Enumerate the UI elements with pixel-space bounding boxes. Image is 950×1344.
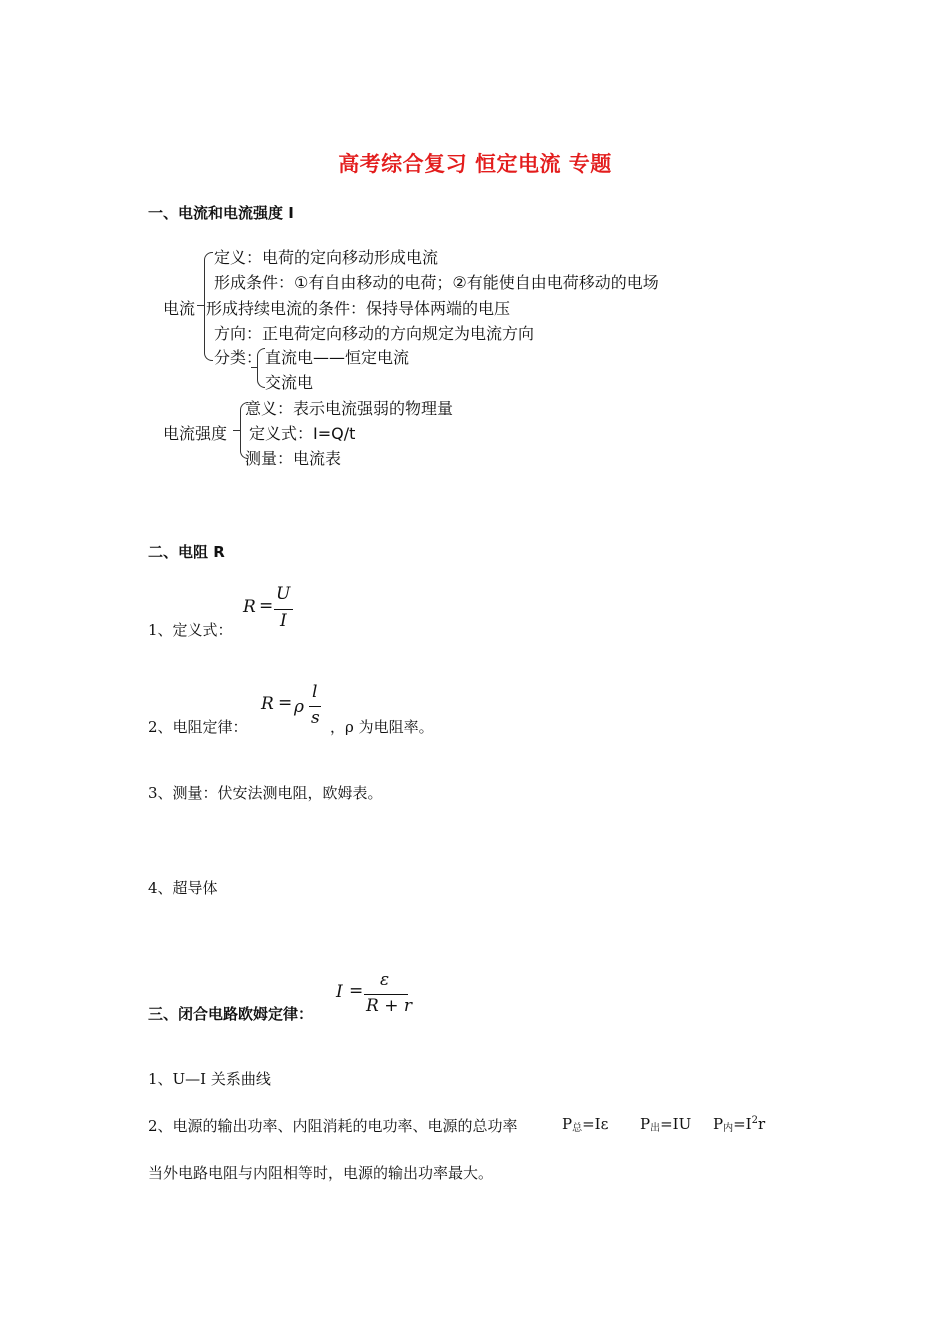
power-internal-exponent: 2 xyxy=(751,1115,758,1126)
formula1-denominator: I xyxy=(280,611,287,631)
formula2-rho: ρ xyxy=(294,697,304,717)
power-internal-expression: =I xyxy=(733,1115,752,1133)
classification-ac: 交流电 xyxy=(265,373,314,392)
power-total-symbol: P xyxy=(562,1115,573,1133)
formula2-numerator: l xyxy=(312,682,318,702)
brace-current-tip xyxy=(197,305,204,306)
formula1-eq: = xyxy=(259,596,274,616)
formula3-denominator: R + r xyxy=(366,996,412,1016)
formula2-fraction-bar xyxy=(309,706,321,707)
section-heading-current: 一、电流和电流强度 I xyxy=(148,204,294,222)
section-heading-ohms-law: 三、闭合电路欧姆定律： xyxy=(148,1005,314,1023)
brace-classification-tip xyxy=(251,367,258,368)
current-formation-conditions: 形成条件：①有自由移动的电荷；②有能使自由电荷移动的电场 xyxy=(214,273,659,292)
diagram-label-current: 电流 xyxy=(163,299,196,318)
brace-intensity-tip xyxy=(233,430,240,431)
power-internal xyxy=(713,1115,765,1134)
max-power-note: 当外电路电阻与内阻相等时，电源的输出功率最大。 xyxy=(148,1164,494,1182)
power-total xyxy=(562,1115,608,1134)
formula2-eq: = xyxy=(278,693,293,713)
power-internal-tail: r xyxy=(757,1115,766,1133)
intensity-measurement: 测量：电流表 xyxy=(245,449,342,468)
formula2-denominator: s xyxy=(311,708,320,728)
power-output xyxy=(640,1115,691,1134)
formula1-lhs: R xyxy=(243,597,256,617)
formula3-eq: = xyxy=(349,981,364,1001)
formula3-lhs: I xyxy=(336,982,343,1002)
formula3-numerator: ε xyxy=(380,970,390,990)
classification-dc: 直流电——恒定电流 xyxy=(265,348,410,367)
resistance-definition-label: 1、定义式： xyxy=(148,621,233,639)
power-internal-symbol: P xyxy=(713,1115,724,1133)
power-output-subscript: 出 xyxy=(650,1123,661,1134)
formula3-fraction-bar xyxy=(364,994,408,995)
power-output-symbol: P xyxy=(640,1115,651,1133)
current-direction: 方向：正电荷定向移动的方向规定为电流方向 xyxy=(214,324,535,343)
diagram-label-intensity: 电流强度 xyxy=(163,424,228,443)
current-classification-label: 分类： xyxy=(214,348,263,367)
formula1-numerator: U xyxy=(276,584,291,604)
power-item-text: 2、电源的输出功率、内阻消耗的电功率、电源的总功率 xyxy=(148,1117,518,1135)
intensity-definition: 定义式：I=Q/t xyxy=(249,424,356,443)
resistance-law-label: 2、电阻定律： xyxy=(148,718,248,736)
formula2-lhs: R xyxy=(261,694,274,714)
superconductor: 4、超导体 xyxy=(148,879,218,897)
current-continuous-condition: 形成持续电流的条件：保持导体两端的电压 xyxy=(206,299,511,318)
current-definition: 定义：电荷的定向移动形成电流 xyxy=(214,248,439,267)
section-heading-resistance: 二、电阻 R xyxy=(148,543,225,561)
power-total-subscript: 总 xyxy=(572,1123,583,1134)
power-output-expression: =IU xyxy=(660,1115,692,1133)
page-title: 高考综合复习 恒定电流 专题 xyxy=(338,152,612,176)
power-internal-subscript: 内 xyxy=(723,1123,734,1134)
formula1-fraction-bar xyxy=(274,609,293,610)
ui-curve-item: 1、U—I 关系曲线 xyxy=(148,1070,271,1088)
intensity-meaning: 意义：表示电流强弱的物理量 xyxy=(245,399,454,418)
resistivity-note: ，ρ 为电阻率。 xyxy=(330,718,434,736)
power-total-expression: =Iε xyxy=(582,1115,609,1133)
brace-classification xyxy=(257,348,265,388)
resistance-measurement: 3、测量：伏安法测电阻，欧姆表。 xyxy=(148,784,383,802)
